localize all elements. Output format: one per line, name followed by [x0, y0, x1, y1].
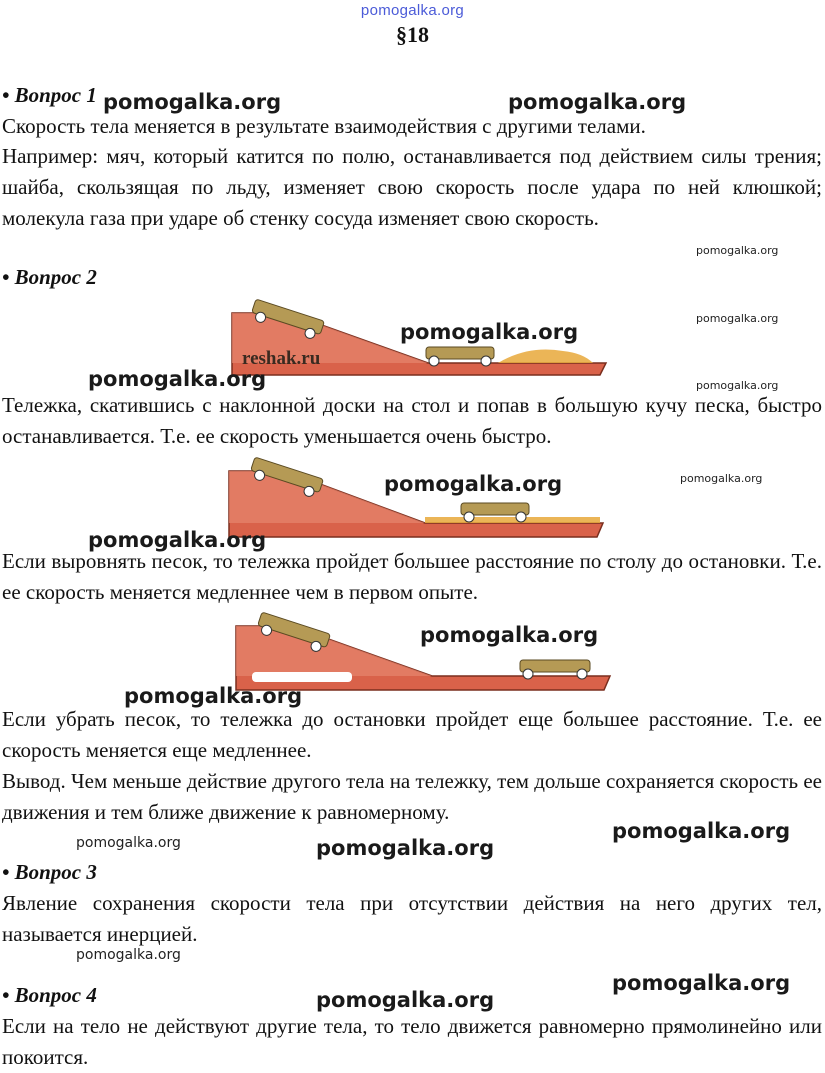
- watermark-small: pomogalka.org: [696, 244, 779, 257]
- watermark: pomogalka.org: [316, 988, 495, 1012]
- question-2-title: • Вопрос 2: [2, 265, 97, 289]
- figure-ramp-level-sand: [225, 453, 610, 541]
- question-3-text: Явление сохранения скорости тела при отсутствии действия на него других тел, называется инерцией.: [2, 891, 822, 946]
- watermark: pomogalka.org: [124, 684, 303, 708]
- site-link[interactable]: pomogalka.org: [360, 2, 465, 19]
- watermark: pomogalka.org: [508, 90, 687, 114]
- watermark-small: pomogalka.org: [696, 379, 779, 392]
- question-2-conclusion: Вывод. Чем меньше действие другого тела на тележку, тем дольше сохраняется скорость ее движения и тем ближе движение к равномерному.: [2, 769, 822, 824]
- watermark: pomogalka.org: [400, 320, 579, 344]
- figure-label-watermark: reshak.ru: [242, 348, 321, 369]
- watermark: pomogalka.org: [612, 971, 791, 995]
- question-4-text: Если на тело не действуют другие тела, то тело движется равномерно прямолинейно или покоится.: [2, 1014, 822, 1069]
- watermark-small: pomogalka.org: [680, 472, 763, 485]
- watermark: pomogalka.org: [384, 472, 563, 496]
- watermark: pomogalka.org: [420, 623, 599, 647]
- watermark-small: pomogalka.org: [76, 947, 181, 963]
- watermark-small: pomogalka.org: [76, 835, 181, 851]
- watermark: pomogalka.org: [316, 836, 495, 860]
- watermark: pomogalka.org: [103, 90, 282, 114]
- question-2-text-2: Если выровнять песок, то тележка пройдет большее расстояние по столу до остановки. Т.е. ее скорость меняется медленнее чем в первом опыте.: [2, 549, 822, 604]
- watermark: pomogalka.org: [88, 528, 267, 552]
- question-1-text-2: Например: мяч, который катится по полю, останавливается под действием силы трения; шайба, скользящая по льду, изменяет свою скорость после удара по ней клюшкой; молекула газа при ударе об стенку сосуда изменяет свою скорость.: [2, 144, 822, 230]
- section-title: §18: [396, 22, 429, 47]
- figure-ramp-no-sand: [232, 606, 617, 696]
- watermark-small: pomogalka.org: [696, 312, 779, 325]
- watermark: pomogalka.org: [612, 819, 791, 843]
- question-2-text-3: Если убрать песок, то тележка до остановки пройдет еще большее расстояние. Т.е. ее скорость меняется еще медленнее.: [2, 707, 822, 762]
- question-1-title: • Вопрос 1: [2, 83, 97, 107]
- watermark: pomogalka.org: [88, 367, 267, 391]
- question-1-text-1: Скорость тела меняется в результате взаимодействия с другими телами.: [2, 114, 646, 138]
- question-4-title: • Вопрос 4: [2, 983, 97, 1007]
- question-2-text-1: Тележка, скатившись с наклонной доски на стол и попав в большую кучу песка, быстро останавливается. Т.е. ее скорость уменьшается очень быстро.: [2, 393, 822, 448]
- question-3-title: • Вопрос 3: [2, 860, 97, 884]
